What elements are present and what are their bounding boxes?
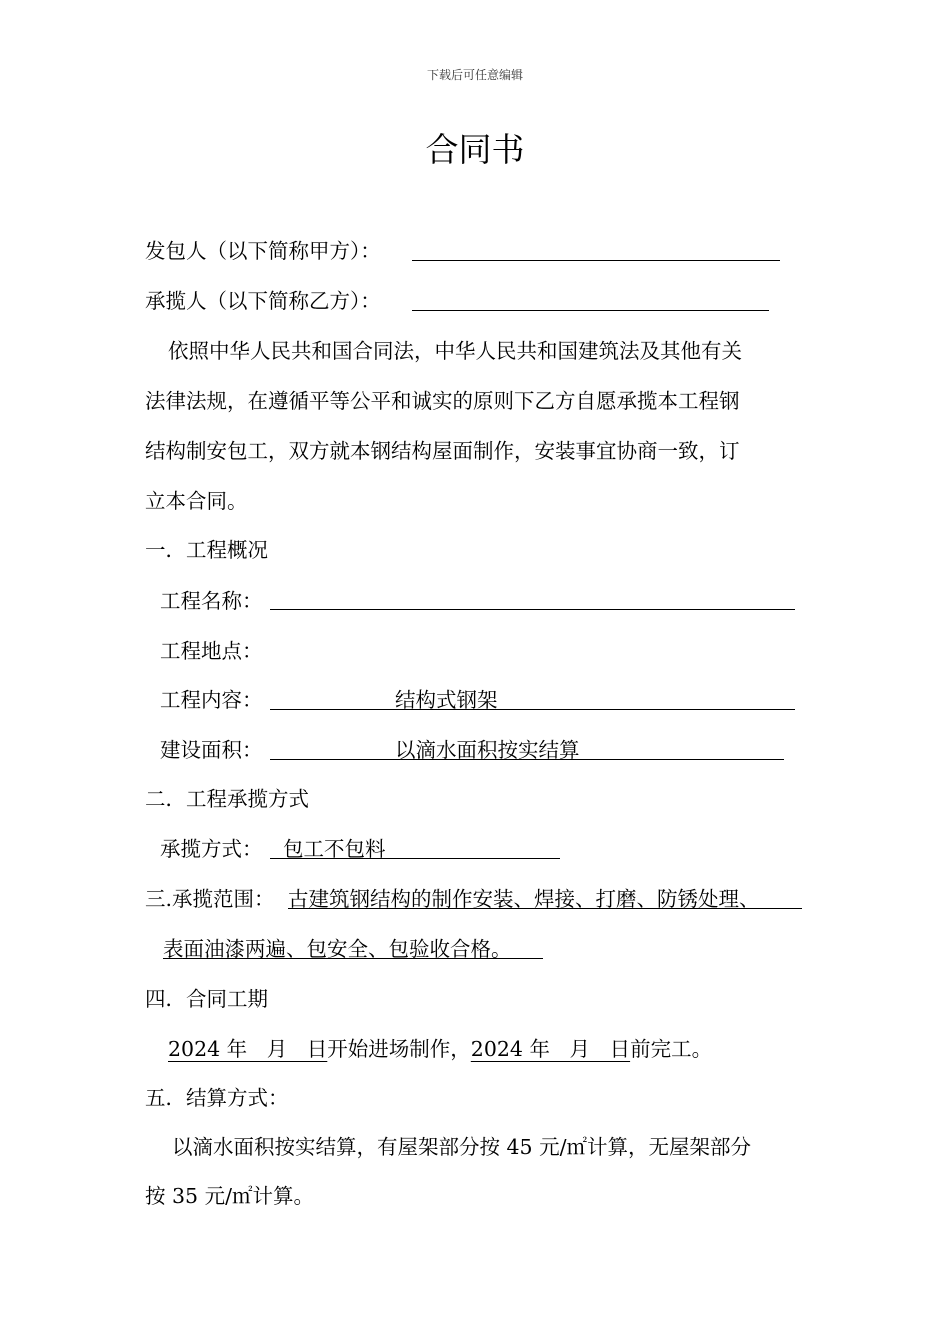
scope-line-1-underline [288,908,802,909]
scope-line-1: 古建筑钢结构的制作安装、焊接、打磨、防锈处理、 [288,887,760,911]
project-name-blank [270,609,795,610]
start-text: 开始进场制作， [327,1037,471,1061]
project-content-value: 结构式钢架 [395,688,498,712]
project-name-label: 工程名称： [160,589,263,613]
settlement-line-1: 以滴水面积按实结算，有屋架部分按 45 元/㎡计算，无屋架部分 [172,1135,752,1159]
document-title: 合同书 [425,130,525,169]
employer-label: 发包人（以下简称甲方）： [145,239,381,263]
settlement-line-2: 按 35 元/㎡计算。 [145,1184,315,1208]
start-date: 2024 年 月 日 [168,1037,328,1061]
scope-line-2: 表面油漆两遍、包安全、包验收合格。 [163,937,512,961]
section5-heading: 五．结算方式： [145,1086,289,1110]
contractor-label: 承揽人（以下简称乙方）： [145,289,381,313]
section4-heading: 四．合同工期 [145,987,268,1011]
project-area-blank [270,759,784,760]
end-text: 前完工。 [630,1037,713,1061]
method-value: 包工不包料 [283,837,386,861]
preamble-line-3: 结构制安包工，双方就本钢结构屋面制作，安装事宜协商一致，订 [145,439,740,463]
employer-blank [412,260,780,261]
project-location-label: 工程地点： [160,639,263,663]
schedule-line [168,1034,712,1064]
preamble-line-2: 法律法规，在遵循平等公平和诚实的原则下乙方自愿承揽本工程钢 [145,389,740,413]
scope-line-2-underline [163,958,543,959]
end-date: 2024 年 月 日 [470,1037,631,1061]
section2-heading: 二．工程承揽方式 [145,787,309,811]
project-content-label: 工程内容： [160,688,263,712]
project-area-label: 建设面积： [160,738,263,762]
preamble-line-1: 依照中华人民共和国合同法，中华人民共和国建筑法及其他有关 [168,339,742,363]
method-blank [270,858,560,859]
contractor-blank [412,310,769,311]
section1-heading: 一．工程概况 [145,538,268,562]
preamble-line-4: 立本合同。 [145,489,248,513]
section3-label: 三.承揽范围： [145,887,275,911]
project-area-value: 以滴水面积按实结算 [395,738,580,762]
project-content-blank [270,709,795,710]
method-label: 承揽方式： [160,837,263,861]
header-note: 下载后可任意编辑 [426,68,523,82]
